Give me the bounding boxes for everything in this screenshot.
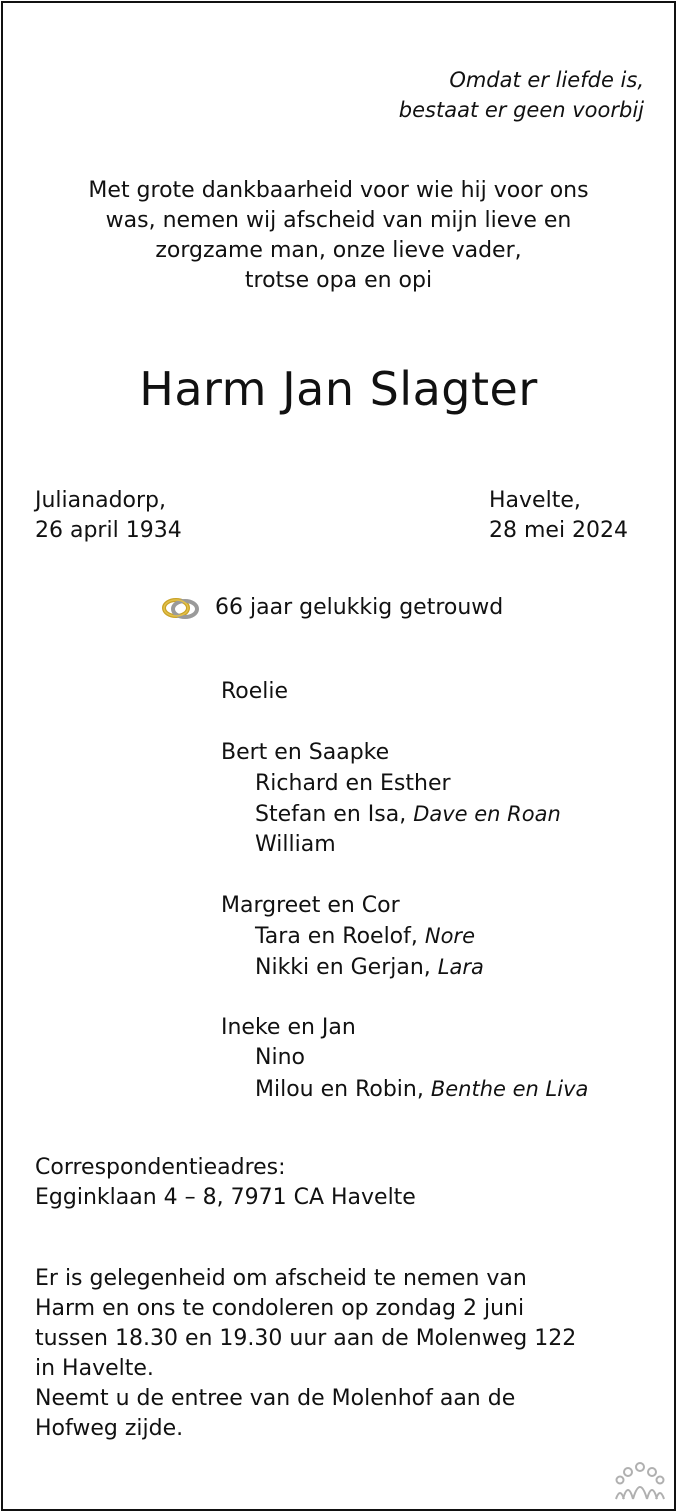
motto-line: Omdat er liefde is,	[449, 68, 644, 92]
intro-line: zorgzame man, onze lieve vader,	[155, 238, 522, 263]
marriage-line	[161, 593, 503, 623]
visitation-line: Er is gelegenheid om afscheid te nemen van	[35, 1266, 527, 1291]
wedding-rings-icon	[161, 593, 201, 623]
visitation-line: Neemt u de entree van de Molenhof aan de	[35, 1386, 516, 1411]
great-grandchildren: Dave en Roan	[413, 802, 561, 826]
visitation-line: Hofweg zijde.	[35, 1416, 184, 1441]
grandchild-line: Nikki en Gerjan, Lara	[255, 954, 484, 980]
great-grandchildren: Lara	[437, 954, 484, 979]
family-member: Margreet en Cor	[221, 892, 400, 918]
grandchild-line: Richard en Esther	[255, 770, 451, 796]
family-member: Bert en Saapke	[221, 740, 390, 765]
family-member: Ineke en Jan	[221, 1014, 356, 1040]
motto-line: bestaat er geen voorbij	[398, 98, 644, 122]
intro-line: Met grote dankbaarheid voor wie hij voor ons	[88, 178, 589, 203]
visitation-line: tussen 18.30 en 19.30 uur aan de Molenweg 122	[35, 1326, 577, 1351]
visitation-info	[35, 1264, 576, 1444]
marriage-text: 66 jaar gelukkig getrouwd	[215, 595, 504, 620]
obituary-card	[1, 1, 676, 1511]
intro-line: was, nemen wij afscheid van mijn lieve en	[105, 208, 572, 233]
death-info	[489, 486, 628, 546]
deceased-name: Harm Jan Slagter	[139, 362, 538, 416]
death-date: 28 mei 2024	[489, 518, 629, 543]
grandchild-line: Stefan en Isa, Dave en Roan	[255, 802, 561, 827]
death-place: Havelte,	[489, 488, 581, 513]
birth-info	[35, 486, 182, 546]
visitation-line: Harm en ons te condoleren op zondag 2 juni	[35, 1296, 525, 1321]
address-value: Egginklaan 4 – 8, 7971 CA Havelte	[35, 1185, 416, 1210]
people-group-icon	[614, 1461, 666, 1501]
family-member: Roelie	[221, 679, 289, 704]
grandchild-line: Nino	[255, 1045, 305, 1070]
great-grandchildren: Benthe en Liva	[430, 1076, 589, 1101]
birth-date: 26 april 1934	[35, 518, 182, 543]
address-label: Correspondentieadres:	[35, 1155, 286, 1180]
grandchild-line: William	[255, 831, 336, 857]
intro-line: trotse opa en opi	[244, 268, 433, 293]
motto	[399, 65, 644, 125]
birth-place: Julianadorp,	[35, 488, 166, 513]
visitation-line: in Havelte.	[35, 1356, 154, 1381]
great-grandchildren: Nore	[424, 924, 475, 948]
correspondence-address	[35, 1153, 416, 1213]
family-list	[221, 677, 588, 1104]
grandchild-line: Milou en Robin, Benthe en Liva	[255, 1076, 589, 1102]
intro-text	[3, 176, 674, 296]
grandchild-line: Tara en Roelof, Nore	[255, 924, 475, 949]
